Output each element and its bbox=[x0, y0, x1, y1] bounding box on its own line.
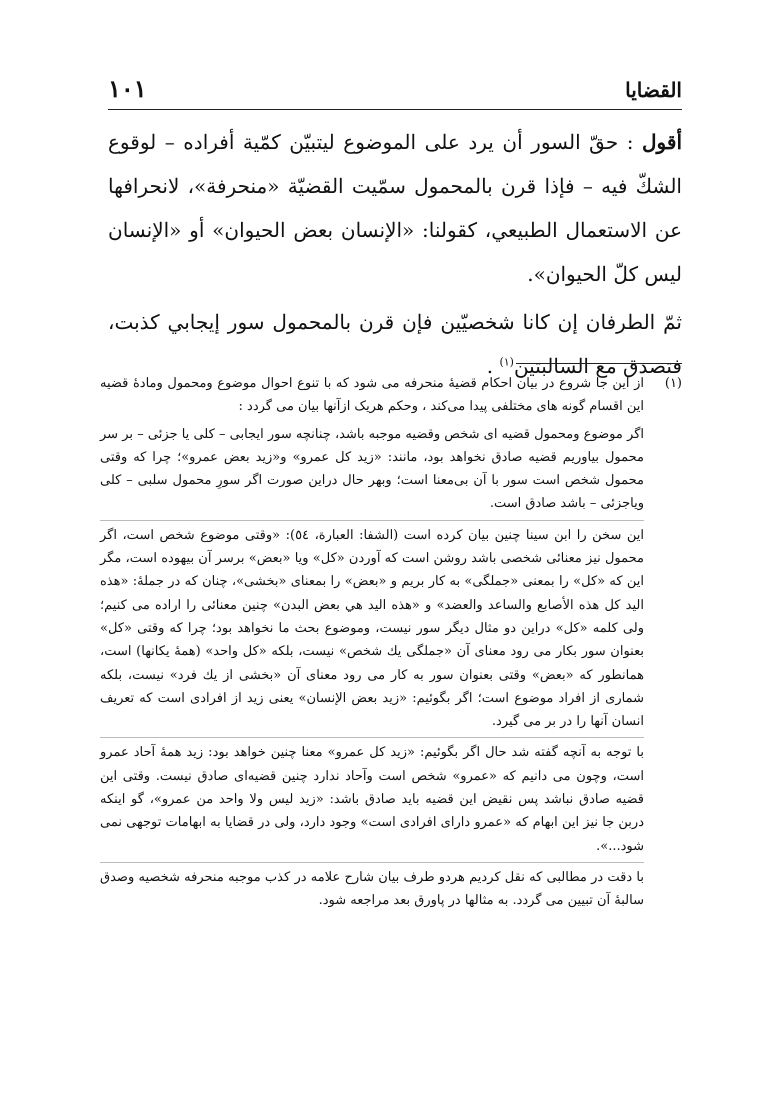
paragraph-2-end: . bbox=[486, 354, 500, 378]
main-paragraph-1 bbox=[108, 120, 682, 296]
footnote-reference[interactable]: (١) bbox=[499, 355, 514, 369]
main-text bbox=[108, 120, 682, 388]
footnote-paragraph-5: با دقت در مطالبی که نقل کردیم هردو طرف بیان شارح علامه در کذب موجبه منحرفه شخصیه وصدق سالبهٔ آن تبیین می گردد. به مثالها در پاورق بعد مراجعه شود. bbox=[100, 862, 644, 913]
footnote-body bbox=[100, 372, 682, 913]
page-number: ١٠١ bbox=[108, 74, 147, 103]
paragraph-2-text: ثمّ الطرفان إن كانا شخصيّين فإن قرن بالمحمول سور إيجابي كذبت، فتصدق مع السالبتين bbox=[108, 310, 682, 378]
footnote-paragraph-4: با توجه به آنچه گفته شد حال اگر بگوئیم: «زید کل عمرو» معنا چنین خواهد بود: زید همهٔ آحاد عمرو است، وچون می دانیم که «عمرو» شخص است وآحاد ندارد چنین قضیه‌ای صادق نیست. وقتی این قضیه صادق نباشد پس نقیض این قضیه باید صادق باشد: «زید لیس ولا واحد من عمرو»، گو اینکه دربن جا نیز این ابهام که «عمرو دارای افرادی است» وجود دارد، ولی در قضایا به ابهامات توجهی نمی شود...». bbox=[100, 737, 644, 857]
footnote-number: (١) bbox=[664, 376, 682, 391]
lead-word: أقول bbox=[642, 130, 682, 154]
footnote-paragraph-2: اگر موضوع ومحمول قضیه ای شخص وقضیه موجبه باشد، چنانچه سور ایجابی – کلی یا جزئی – بر سر محمول بیاوریم قضیه صادق نخواهد بود، مانند: «زید کل عمرو» و«زید بعض عمرو»؛ چرا که وقتی محمول شخص است سور با آن بی‌معنا است؛ وبهر حال دراین صورت اگر سورِ محمول سلبی – کلی ویاجزئی – باشد صادق است. bbox=[100, 426, 644, 512]
page-header bbox=[108, 74, 682, 110]
footnote-divider bbox=[516, 363, 682, 364]
header-divider bbox=[108, 109, 682, 110]
running-title: القضايا bbox=[625, 78, 682, 102]
footnote-paragraph-3: این سخن را ابن سینا چنین بیان کرده است (الشفا: العبارة، ٥٤): «وقتی موضوع شخص است، اگر محمول نیز معنائی شخصی باشد روشن است که آوردن «کل» ویا «بعض» برسر آن بیهوده است، مگر این که «کل» را بمعنی «جملگی» به کار بریم و «بعض» را بمعنای «بخشی»، چنان که در جملهٔ: «هذه الید کل هذه الأصابع والساعد والعضد» و «هذه الید هي بعض البدن» چنین معنائی را اراده می کنیم؛ ولی کلمه «کل» دراین دو مثال دیگر سور نیست، وموضوع بحث ما نخواهد بود؛ چرا که وقتی «کل» بعنوان سور بکار می رود معنای آن «جملگی یك شخص» نیست، بلکه «کل واحد» (همهٔ یکانها) است، همانطور که «بعض» وقتی بعنوان سور به کار می رود معنای آن «بخشی از یك فرد» نیست، بلکه شماری از افراد موضوع است؛ اگر بگوئیم: «زید بعض الإنسان» یعنی زید از افرادی است که تعریف انسان آنها را در بر می گیرد. bbox=[100, 520, 644, 734]
footnote-section bbox=[100, 372, 682, 917]
paragraph-1-text: : حقّ السور أن يرد على الموضوع ليتبيّن كمّية أفراده – لوقوع الشكّ فيه – فإذا قرن بالمحمول سمّيت القضيّة «منحرفة»، لانحرافها عن الاستعمال الطبيعي، كقولنا: «الإنسان بعض الحيوان» أو «الإنسان ليس كلّ الحيوان». bbox=[108, 130, 682, 286]
footnote-paragraph-1: از این جا شروع در بیان احکام قضیهٔ منحرفه می شود که با تنوع احوال موضوع ومحمول ومادهٔ قضیه این اقسام گونه های مختلفی پیدا می‌کند ، وحکم هریک ازآنها بیان می گردد : bbox=[100, 376, 644, 415]
